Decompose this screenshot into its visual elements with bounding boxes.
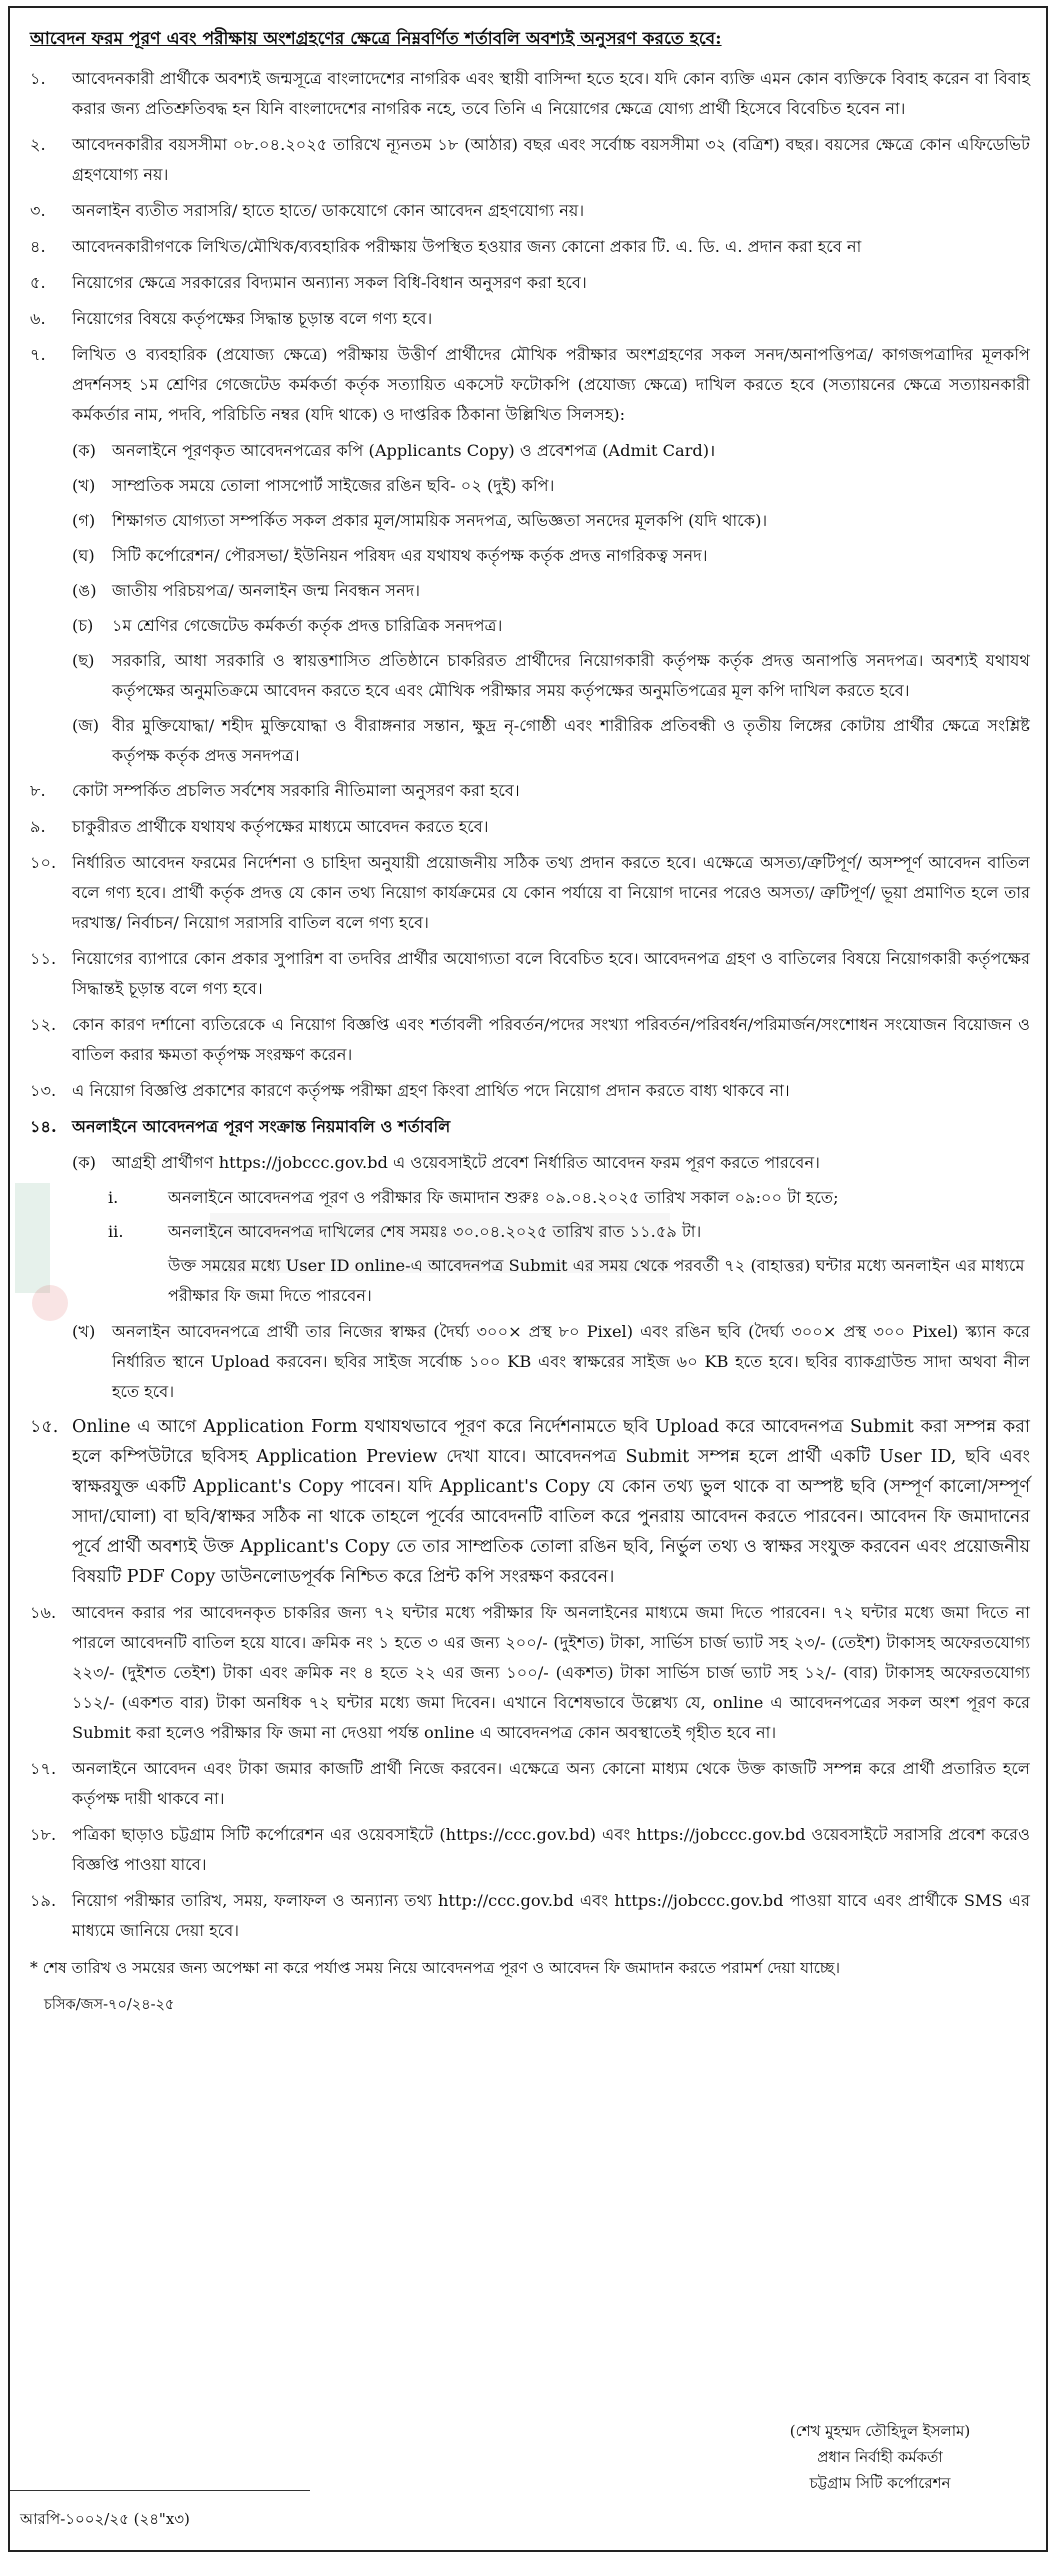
ad-reference: আরপি-১০০২/২৫ (২৪"x৩) [20,2510,190,2528]
memo-reference: চসিক/জস-৭০/২৪-২৫ [44,1997,175,2013]
condition-item: ১১. নিয়োগের ব্যাপারে কোন প্রকার সুপারিশ বা তদবির প্রার্থীর অযোগ্যতা বলে বিবেচিত হবে। আবেদনপত্র গ্রহণ ও বাতিলের বিষয়ে নিয়োগকারী কর্তৃপক্ষের সিদ্ধান্তই চূড়ান্ত বলে গণ্য হবে। [30,949,1030,998]
condition-item: ৫. নিয়োগের ক্ষেত্রে সরকারের বিদ্যমান অন্যান্য সকল বিধি-বিধান অনুসরণ করা হবে। [30,273,587,292]
condition-item: ১. আবেদনকারী প্রার্থীকে অবশ্যই জন্মসূত্রে বাংলাদেশের নাগরিক এবং স্থায়ী বাসিন্দা হতে হবে। যদি কোন ব্যক্তি এমন কোন ব্যক্তিকে বিবাহ করেন বা বিবাহ করার জন্য প্রতিশ্রুতিবদ্ধ হন যিনি বাংলাদেশের নাগরিক নহে, তবে তিনি এ নিয়োগের ক্ষেত্রে যোগ্য প্রার্থী হিসেবে বিবেচিত হবেন না। [30,69,1030,118]
notice-heading: আবেদন ফরম পূরণ এবং পরীক্ষায় অংশগ্রহণের ক্ষেত্রে নিম্নবর্ণিত শর্তাবলি অবশ্যই অনুসরণ করতে হবে: [30,29,722,49]
condition-item: ৬. নিয়োগের বিষয়ে কর্তৃপক্ষের সিদ্ধান্ত চূড়ান্ত বলে গণ্য হবে। [30,309,433,328]
fee-payment-note: উক্ত সময়ের মধ্যে User ID online-এ আবেদনপত্র Submit এর সময় থেকে পরবর্তী ৭২ (বাহাত্তর) ঘন্টার মধ্যে অনলাইন এর মাধ্যমে পরীক্ষার ফি জমা দিতে পারবেন। [168,1256,1025,1305]
document-subitem: (ক) অনলাইনে পূরণকৃত আবেদনপত্রের কপি (Applicants Copy) ও প্রবেশপত্র (Admit Card)। [72,441,716,460]
online-rules-heading: ১৪. অনলাইনে আবেদনপত্র পূরণ সংক্রান্ত নিয়মাবলি ও শর্তাবলি [30,1117,451,1136]
condition-item: ৮. কোটা সম্পর্কিত প্রচলিত সর্বশেষ সরকারি নীতিমালা অনুসরণ করা হবে। [30,781,520,800]
document-subitem: (ঘ) সিটি কর্পোরেশন/ পৌরসভা/ ইউনিয়ন পরিষদ এর যথাযথ কর্তৃপক্ষ কর্তৃক প্রদত্ত নাগরিকত্ব সনদ। [72,546,708,565]
condition-item: ১২. কোন কারণ দর্শানো ব্যতিরেকে এ নিয়োগ বিজ্ঞপ্তি এবং শর্তাবলী পরিবর্তন/পদের সংখ্যা পরিবর্তন/পরিবর্ধন/পরিমার্জন/সংশোধন সংযোজন বিয়োজন ও বাতিল করার ক্ষমতা কর্তৃপক্ষ সংরক্ষণ করেন। [30,1015,1030,1064]
signatory-designation: প্রধান নির্বাহী কর্মকর্তা [817,2448,943,2466]
conditions-list-1 [30,64,1030,430]
condition-item: ১৬. আবেদন করার পর আবেদনকৃত চাকরির জন্য ৭২ ঘন্টার মধ্যে পরীক্ষার ফি অনলাইনের মাধ্যমে জমা দিতে পারবেন। ৭২ ঘন্টার মধ্যে জমা দিতে না পারলে আবেদনটি বাতিল হয়ে যাবে। ক্রমিক নং ১ হতে ৩ এর জন্য ২০০/- (দুইশত) টাকা, সার্ভিস চার্জ ভ্যাট সহ ২৩/- (তেইশ) টাকাসহ অফেরতযোগ্য ২২৩/- (দুইশত তেইশ) টাকা এবং ক্রমিক নং ৪ হতে ২২ এর জন্য ১০০/- (একশত) টাকা সার্ভিস চার্জ ভ্যাট সহ ১২/- (বার) টাকাসহ অফেরতযোগ্য ১১২/- (একশত বার) টাকা অনধিক ৭২ ঘন্টার মধ্যে জমা দিবেন। এখানে বিশেষভাবে উল্লেখ্য যে, online এ আবেদনপত্রের সকল অংশ পূরণ করে Submit করা হলেও পরীক্ষার ফি জমা না দেওয়া পর্যন্ত online এ আবেদনপত্র কোন অবস্থাতেই গৃহীত হবে না। [30,1603,1030,1742]
notice-body [30,26,1030,2018]
document-sublist [30,436,1030,771]
document-subitem: (খ) সাম্প্রতিক সময়ে তোলা পাসপোর্ট সাইজের রঙিন ছবি- ০২ (দুই) কপি। [72,476,555,495]
schedule-start: i. অনলাইনে আবেদনপত্র পূরণ ও পরীক্ষার ফি জমাদান শুরুঃ ০৯.০৪.২০২৫ তারিখ সকাল ০৯:০০ টা হতে; [108,1188,839,1207]
condition-item: ২. আবেদনকারীর বয়সসীমা ০৮.০৪.২০২৫ তারিখে ন্যূনতম ১৮ (আঠার) বছর এবং সর্বোচ্চ বয়সসীমা ৩২ (বত্রিশ) বছর। বয়সের ক্ষেত্রে কোন এফিডেভিট গ্রহণযোগ্য নয়। [30,135,1030,184]
online-rule-b: (খ) অনলাইন আবেদনপত্রে প্রার্থী তার নিজের স্বাক্ষর (দৈর্ঘ্য ৩০০× প্রস্থ ৮০ Pixel) এবং রঙিন ছবি (দৈর্ঘ্য ৩০০× প্রস্থ ৩০০ Pixel) স্ক্যান করে নির্ধারিত স্থানে Upload করবেন। ছবির সাইজ সর্বোচ্চ ১০০ KB এবং স্বাক্ষরের সাইজ ৬০ KB হতে হবে। ছবির ব্যাকগ্রাউন্ড সাদা অথবা নীল হতে হবে। [72,1322,1030,1401]
condition-item: ৭. লিখিত ও ব্যবহারিক (প্রযোজ্য ক্ষেত্রে) পরীক্ষায় উত্তীর্ণ প্রার্থীদের মৌখিক পরীক্ষার অংশগ্রহণের সকল সনদ/অনাপত্তিপত্র/ কাগজপত্রাদির মূলকপি প্রদর্শনসহ ১ম শ্রেণির গেজেটেড কর্মকর্তা কর্তৃক সত্যায়িত একসেট ফটোকপি (প্রযোজ্য ক্ষেত্রে) দাখিল করতে হবে (সত্যায়নের ক্ষেত্রে সত্যায়নকারী কর্মকর্তার নাম, পদবি, পরিচিতি নম্বর (যদি থাকে) ও দাপ্তরিক ঠিকানা উল্লিখিত সিলসহ): [30,345,1030,424]
condition-item: ৯. চাকুরীরত প্রার্থীকে যথাযথ কর্তৃপক্ষের মাধ্যমে আবেদন করতে হবে। [30,817,489,836]
condition-item: ১৩. এ নিয়োগ বিজ্ঞপ্তি প্রকাশের কারণে কর্তৃপক্ষ পরীক্ষা গ্রহণ কিংবা প্রার্থিত পদে নিয়োগ প্রদান করতে বাধ্য থাকবে না। [30,1081,790,1100]
footnote: * শেষ তারিখ ও সময়ের জন্য অপেক্ষা না করে পর্যাপ্ত সময় নিয়ে আবেদনপত্র পূরণ ও আবেদন ফি জমাদান করতে পরামর্শ দেয়া যাচ্ছে। [30,1959,841,1977]
online-rule-a: (ক) আগ্রহী প্রার্থীগণ https://jobccc.gov.bd এ ওয়েবসাইটে প্রবেশ নির্ধারিত আবেদন ফরম পূরণ করতে পারবেন। [72,1153,820,1172]
document-subitem: (চ) ১ম শ্রেণির গেজেটেড কর্মকর্তা কর্তৃক প্রদত্ত চারিত্রিক সনদপত্র। [72,616,503,635]
notice-page [8,6,1048,2552]
conditions-list-3 [30,1412,1030,1946]
condition-item: ৩. অনলাইন ব্যতীত সরাসরি/ হাতে হাতে/ ডাকযোগে কোন আবেদন গ্রহণযোগ্য নয়। [30,201,585,220]
signatory-office: চট্টগ্রাম সিটি কর্পোরেশন [809,2474,951,2492]
document-subitem: (ছ) সরকারি, আধা সরকারি ও স্বায়ত্তশাসিত প্রতিষ্ঠানে চাকরিরত প্রার্থীদের নিয়োগকারী কর্তৃপক্ষ কর্তৃক প্রদত্ত অনাপত্তি সনদপত্র। অবশ্যই যথাযথ কর্তৃপক্ষের অনুমতিক্রমে আবেদন করতে হবে এবং মৌখিক পরীক্ষার সময় কর্তৃপক্ষের অনুমতিপত্রের মূল কপি দাখিল করতে হবে। [72,651,1030,700]
signature-block [730,2418,1030,2496]
condition-item: ১০. নির্ধারিত আবেদন ফরমের নির্দেশনা ও চাহিদা অনুযায়ী প্রয়োজনীয় সঠিক তথ্য প্রদান করতে হবে। এক্ষেত্রে অসত্য/ত্রুটিপূর্ণ/ অসম্পূর্ণ আবেদন বাতিল বলে গণ্য হবে। প্রার্থী কর্তৃক প্রদত্ত যে কোন তথ্য নিয়োগ কার্যক্রমের যে কোন পর্যায়ে বা নিয়োগ দানের পরেও অসত্য/ ত্রুটিপূর্ণ/ ভূয়া প্রমাণিত হলে তার দরখাস্ত/ নির্বাচন/ নিয়োগ সরাসরি বাতিল বলে গণ্য হবে। [30,853,1030,932]
divider [10,2490,310,2491]
condition-item: ১৭. অনলাইনে আবেদন এবং টাকা জমার কাজটি প্রার্থী নিজে করবেন। এক্ষেত্রে অন্য কোনো মাধ্যম থেকে উক্ত কাজটি সম্পন্ন করে প্রার্থী প্রতারিত হলে কর্তৃপক্ষ দায়ী থাকবে না। [30,1759,1030,1808]
condition-item: ১৯. নিয়োগ পরীক্ষার তারিখ, সময়, ফলাফল ও অন্যান্য তথ্য http://ccc.gov.bd এবং https://jobccc.gov.bd পাওয়া যাবে এবং প্রার্থীকে SMS এর মাধ্যমে জানিয়ে দেয়া হবে। [30,1891,1030,1940]
document-subitem: (জ) বীর মুক্তিযোদ্ধা/ শহীদ মুক্তিযোদ্ধা ও বীরাঙ্গনার সন্তান, ক্ষুদ্র নৃ-গোষ্ঠী এবং শারীরিক প্রতিবন্ধী ও তৃতীয় লিঙ্গের কোটায় প্রার্থীর ক্ষেত্রে সংশ্লিষ্ট কর্তৃপক্ষ কর্তৃক প্রদত্ত সনদপত্র। [72,716,1030,765]
condition-item: ১৫. Online এ আগে Application Form যথাযথভাবে পূরণ করে নির্দেশনামতে ছবি Upload করে আবেদনপত্র Submit করা সম্পন্ন করা হলে কম্পিউটারে ছবিসহ Application Preview দেখা যাবে। আবেদনপত্র Submit সম্পন্ন হলে প্রার্থী একটি User ID, ছবি এবং স্বাক্ষরযুক্ত একটি Applicant's Copy পাবেন। যদি Applicant's Copy যে কোন তথ্য ভুল থাকে বা অস্পষ্ট ছবি (সম্পূর্ণ কালো/সম্পূর্ণ সাদা/ঘোলা) বা ছবি/স্বাক্ষর সঠিক না থাকে তাহলে পূর্বের আবেদনটি বাতিল করে পুনরায় আবেদন করতে পারবেন। আবেদন ফি জমাদানের পূর্বে প্রার্থী অবশ্যই উক্ত Applicant's Copy তে তার সাম্প্রতিক তোলা রঙিন ছবি, নির্ভুল তথ্য ও স্বাক্ষর সংযুক্ত করবেন এবং প্রয়োজনীয় বিষয়টি PDF Copy ডাউনলোডপূর্বক নিশ্চিত করে প্রিন্ট কপি সংরক্ষণ করবেন। [30,1417,1030,1587]
schedule-end: ii. অনলাইনে আবেদনপত্র দাখিলের শেষ সময়ঃ ৩০.০৪.২০২৫ তারিখ রাত ১১.৫৯ টা। [108,1222,702,1241]
document-subitem: (ঙ) জাতীয় পরিচয়পত্র/ অনলাইন জন্ম নিবন্ধন সনদ। [72,581,421,600]
condition-item: ৪. আবেদনকারীগণকে লিখিত/মৌখিক/ব্যবহারিক পরীক্ষায় উপস্থিত হওয়ার জন্য কোনো প্রকার টি. এ. ডি. এ. প্রদান করা হবে না [30,237,862,256]
conditions-list-2 [30,776,1030,1142]
condition-item: ১৮. পত্রিকা ছাড়াও চট্টগ্রাম সিটি কর্পোরেশন এর ওয়েবসাইটে (https://ccc.gov.bd) এবং https://jobccc.gov.bd ওয়েবসাইটে সরাসরি প্রবেশ করেও বিজ্ঞপ্তি পাওয়া যাবে। [30,1825,1030,1874]
signatory-name: (শেখ মুহম্মদ তৌহিদুল ইসলাম) [789,2422,971,2440]
online-rules [30,1148,1030,1407]
document-subitem: (গ) শিক্ষাগত যোগ্যতা সম্পর্কিত সকল প্রকার মূল/সাময়িক সনদপত্র, অভিজ্ঞতা সনদের মূলকপি (যদি থাকে)। [72,511,768,530]
